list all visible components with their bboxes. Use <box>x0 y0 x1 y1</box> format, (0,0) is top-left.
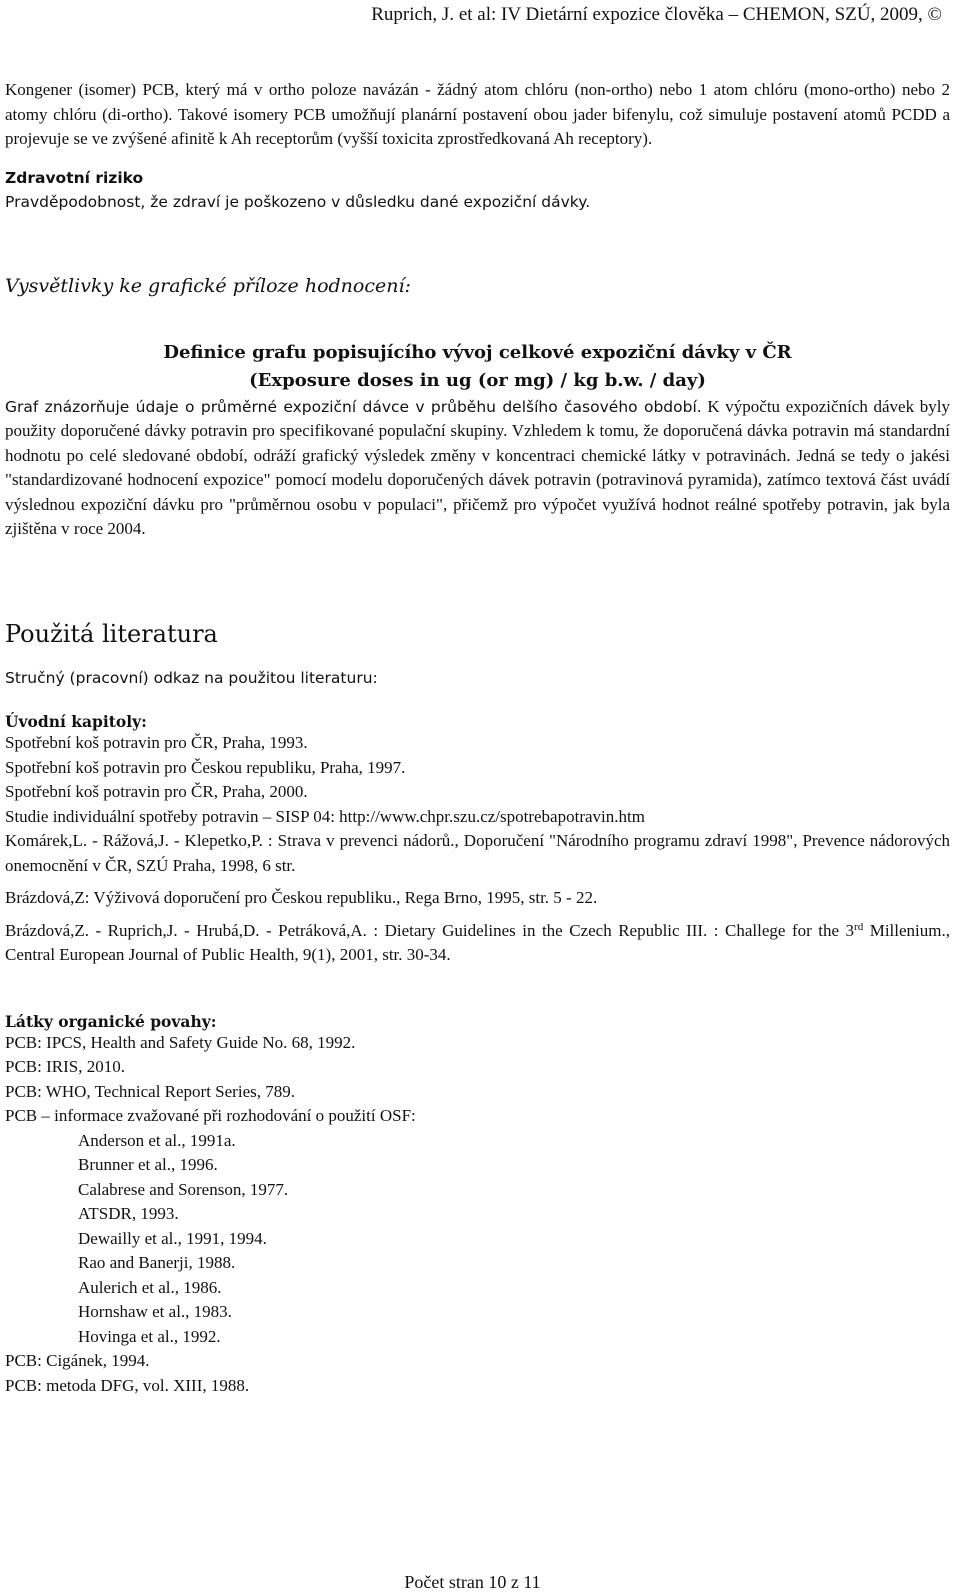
reference-brazdova-2-text: Brázdová,Z. - Ruprich,J. - Hrubá,D. - Petráková,A. : Dietary Guidelines in the Czech Republic III. : Challege for the 3 <box>5 920 855 940</box>
osf-source-item: ATSDR, 1993. <box>78 1204 179 1223</box>
reference-brazdova-2 <box>5 919 950 968</box>
page-counter: Počet stran 10 z 11 <box>404 1572 541 1592</box>
reference-item: PCB – informace zvažované při rozhodování o použití OSF: <box>5 1106 416 1125</box>
reference-item: PCB: IRIS, 2010. <box>5 1057 125 1076</box>
graph-definition-title: Definice grafu popisujícího vývoj celkové expoziční dávky v ČR <box>163 341 792 363</box>
ordinal-superscript: rd <box>854 920 864 933</box>
reference-item: PCB: Cigánek, 1994. <box>5 1351 150 1370</box>
osf-source-item: Dewailly et al., 1991, 1994. <box>78 1228 267 1248</box>
reference-item: PCB: IPCS, Health and Safety Guide No. 68, 1992. <box>5 1032 356 1052</box>
literature-intro: Stručný (pracovní) odkaz na použitou literaturu: <box>5 668 378 687</box>
health-risk-text: Pravděpodobnost, že zdraví je poškozeno v důsledku dané expoziční dávky. <box>5 193 591 211</box>
reference-item: Studie individuální spotřeby potravin – SISP 04: http://www.chpr.szu.cz/spotrebapotravin.htm <box>5 806 645 826</box>
reference-brazdova-2-rest: Millenium., Central European Journal of Public Health, 9(1), 2001, str. 30-34. <box>5 920 950 964</box>
reference-item: Spotřební koš potravin pro Českou republiku, Praha, 1997. <box>5 757 406 777</box>
reference-brazdova-1: Brázdová,Z: Výživová doporučení pro Českou republiku., Rega Brno, 1995, str. 5 - 22. <box>5 888 598 907</box>
reference-item: PCB: metoda DFG, vol. XIII, 1988. <box>5 1375 250 1395</box>
graph-explanation-part1: Graf znázorňuje údaje o průměrné expoziční dávce v průběhu delšího časového období. <box>5 397 702 416</box>
reference-komarek: Komárek,L. - Rážová,J. - Klepetko,P. : Strava v prevenci nádorů., Doporučení "Národního programu zdraví 1998", Prevence nádorových onemocnění v ČR, SZÚ Praha, 1998, 6 str. <box>5 831 950 875</box>
osf-source-item: Aulerich et al., 1986. <box>78 1277 222 1297</box>
graph-explanation-part2: K výpočtu expozičních dávek byly použity doporučené dávky potravin pro specifikované populační skupiny. <box>5 396 950 440</box>
osf-source-item: Anderson et al., 1991a. <box>78 1130 236 1150</box>
osf-source-item: Brunner et al., 1996. <box>78 1155 218 1174</box>
osf-source-item: Calabrese and Sorenson, 1977. <box>78 1179 289 1199</box>
page-content <box>5 78 950 1398</box>
reference-item: Spotřební koš potravin pro ČR, Praha, 2000. <box>5 782 308 801</box>
osf-source-item: Hornshaw et al., 1983. <box>78 1302 232 1321</box>
graph-explanation-paragraph <box>5 395 950 542</box>
intro-paragraph: Kongener (isomer) PCB, který má v ortho poloze navázán - žádný atom chlóru (non-ortho) nebo 1 atom chlóru (mono-ortho) nebo 2 atomy chlóru (di-ortho). Takové isomery PCB umožňují planární postavení obou jader bifenylu, což simuluje postavení atomů PCDD a projevuje se ve zvýšené afinitě k Ah receptorům (vyšší toxicita zprostředkovaná Ah receptory). <box>5 80 950 148</box>
graph-explanation-part4: Jedná se tedy o jakési "standardizované hodnocení expozice" pomocí modelu doporučených dávek potravin (potravinová pyramida), zatímco textová část uvádí výslednou expoziční dávku pro "průměrnou osobu v populaci", přičemž pro výpočet využívá hodnot reálné spotřeby potravin, jak byla zjištěna v roce 2004. <box>5 445 950 538</box>
osf-source-item: Rao and Banerji, 1988. <box>78 1253 236 1272</box>
graph-definition-units: (Exposure doses in ug (or mg) / kg b.w. / day) <box>249 369 706 391</box>
reference-item: Spotřební koš potravin pro ČR, Praha, 1993. <box>5 733 308 752</box>
literature-title: Použitá literatura <box>5 619 218 648</box>
explanations-title: Vysvětlivky ke grafické příloze hodnocení: <box>5 274 411 297</box>
reference-item: PCB: WHO, Technical Report Series, 789. <box>5 1081 295 1101</box>
intro-chapters-heading: Úvodní kapitoly: <box>5 712 147 731</box>
health-risk-heading: Zdravotní riziko <box>5 168 144 187</box>
organic-substances-heading: Látky organické povahy: <box>5 1011 217 1031</box>
running-header: Ruprich, J. et al: IV Dietární expozice člověka – CHEMON, SZÚ, 2009, © <box>371 4 942 25</box>
osf-source-item: Hovinga et al., 1992. <box>78 1326 221 1346</box>
graph-explanation-part3: Vzhledem k tomu, že doporučená dávka potravin má standardní hodnotu po celé sledované období, odráží grafický výsledek změny v koncentraci chemické látky v potravinách. <box>5 421 950 465</box>
